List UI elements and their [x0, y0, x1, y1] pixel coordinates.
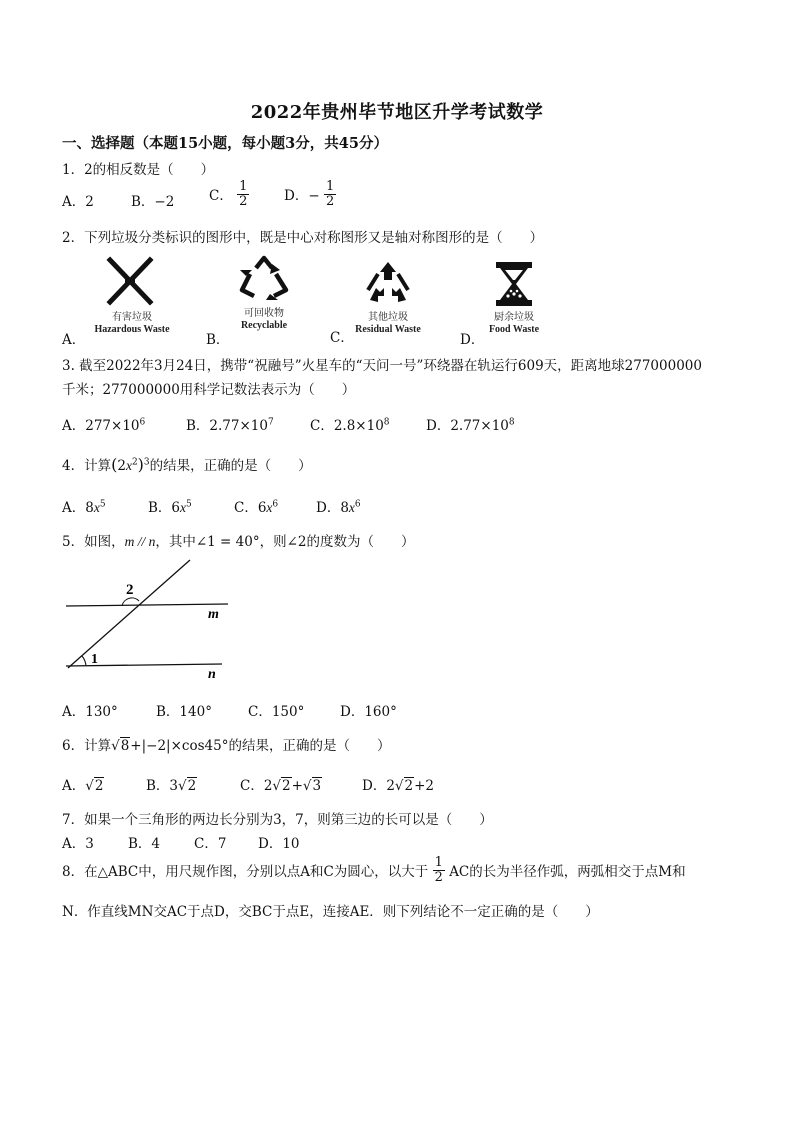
q4-option-b: B．$6x^5$ [148, 499, 192, 516]
recyclable-symbol [226, 254, 302, 332]
q6-option-c: C．2√2+√3 [240, 778, 322, 794]
q2-option-c: C． [330, 330, 354, 346]
q4-option-c: C．$6x^6$ [234, 499, 279, 516]
q1-option-c: C． $\frac{1}{2}$ [209, 179, 248, 209]
residual-cn-label: 其他垃圾 [368, 312, 408, 323]
parallel-lines-diagram [62, 556, 232, 680]
q1-option-d: D．− $\frac{1}{2}$ [284, 179, 335, 209]
hazardous-cn-label: 有害垃圾 [112, 312, 152, 323]
q5-option-a: A．130° [62, 704, 118, 720]
q7-option-c: C．7 [194, 836, 227, 852]
q5-option-b: B．140° [156, 704, 212, 720]
recycle-icon [226, 254, 302, 304]
q3-option-d: D．$2.77\times 10^8$ [426, 417, 515, 434]
question-3-line2: 千米；277000000用科学记数法表示为（ ） [62, 382, 356, 398]
angle-2-label: 2 [126, 582, 134, 598]
question-3-line1: 3. 截至2022年3月24日，携带“祝融号”火星车的“天问一号”环绕器在轨运行609天，距离地球277000000 [62, 358, 702, 374]
question-2-stem: 2．下列垃圾分类标识的图形中，既是中心对称图形又是轴对称图形的是（ ） [62, 230, 544, 246]
hazardous-waste-symbol [92, 256, 172, 336]
q2-option-b: B． [206, 332, 230, 348]
food-en-label: Food Waste [488, 324, 540, 335]
q4-option-d: D．$8x^6$ [316, 499, 361, 516]
parallel-lines-figure [62, 556, 232, 684]
question-6-stem: 6．计算√8+|−2|×cos45°的结果，正确的是（ ） [62, 738, 391, 754]
question-1-stem: 1．2的相反数是（ ） [62, 162, 215, 178]
food-waste-icon [478, 258, 550, 308]
residual-waste-icon [350, 258, 426, 308]
parallel-expression: m // n [124, 534, 156, 549]
question-5-stem: 5．如图，m // n，其中∠1 = 40°，则∠2的度数为（ ） [62, 534, 415, 550]
recyclable-en-label: Recyclable [240, 320, 288, 331]
q2-option-d: D． [460, 332, 485, 348]
q2-option-a: A． [62, 332, 86, 348]
q6-option-b: B．3√2 [146, 778, 197, 794]
question-8-line1: 8．在△ABC中，用尺规作图，分别以点A和C为圆心，以大于 $\frac{1}{2}$ AC的长为半径作弧，两弧相交于点M和 [62, 855, 686, 885]
food-waste-symbol [478, 258, 550, 336]
q3-option-a: A．$277\times 10^6$ [62, 417, 146, 434]
page-title: 2022年贵州毕节地区升学考试数学 [250, 102, 544, 123]
angle-1-label: 1 [91, 652, 98, 667]
q3-option-c: C．$2.8\times 10^8$ [310, 417, 390, 434]
q5-option-c: C．150° [248, 704, 305, 720]
q5-option-d: D．160° [340, 704, 397, 720]
question-7-stem: 7．如果一个三角形的两边长分别为3，7，则第三边的长可以是（ ） [62, 812, 493, 828]
q1-option-b: B．−2 [131, 194, 175, 210]
q7-option-a: A．3 [62, 836, 94, 852]
q3-option-b: B．$2.77\times 10^7$ [186, 417, 274, 434]
question-8-line2: N．作直线MN交AC于点D，交BC于点E，连接AE．则下列结论不一定正确的是（ ） [62, 904, 599, 920]
q7-option-b: B．4 [128, 836, 161, 852]
line-n-label: n [208, 667, 216, 680]
q6-option-a: A．√2 [62, 778, 104, 794]
q1-option-a: A．2 [62, 194, 94, 210]
line-m-label: m [208, 607, 219, 622]
food-cn-label: 厨余垃圾 [494, 312, 534, 323]
hazardous-en-label: Hazardous Waste [94, 324, 170, 335]
q6-option-d: D．2√2+2 [362, 778, 435, 794]
question-4-stem: 4．计算$(2x^2)^3$的结果，正确的是（ ） [62, 455, 312, 474]
hazardous-waste-icon [92, 256, 172, 308]
q4-option-a: A．$8x^5$ [62, 499, 106, 516]
q7-option-d: D．10 [258, 836, 300, 852]
residual-waste-symbol [350, 258, 426, 336]
section-heading: 一、选择题（本题15小题，每小题3分，共45分） [62, 135, 388, 152]
residual-en-label: Residual Waste [355, 324, 421, 335]
recyclable-cn-label: 可回收物 [244, 308, 284, 319]
